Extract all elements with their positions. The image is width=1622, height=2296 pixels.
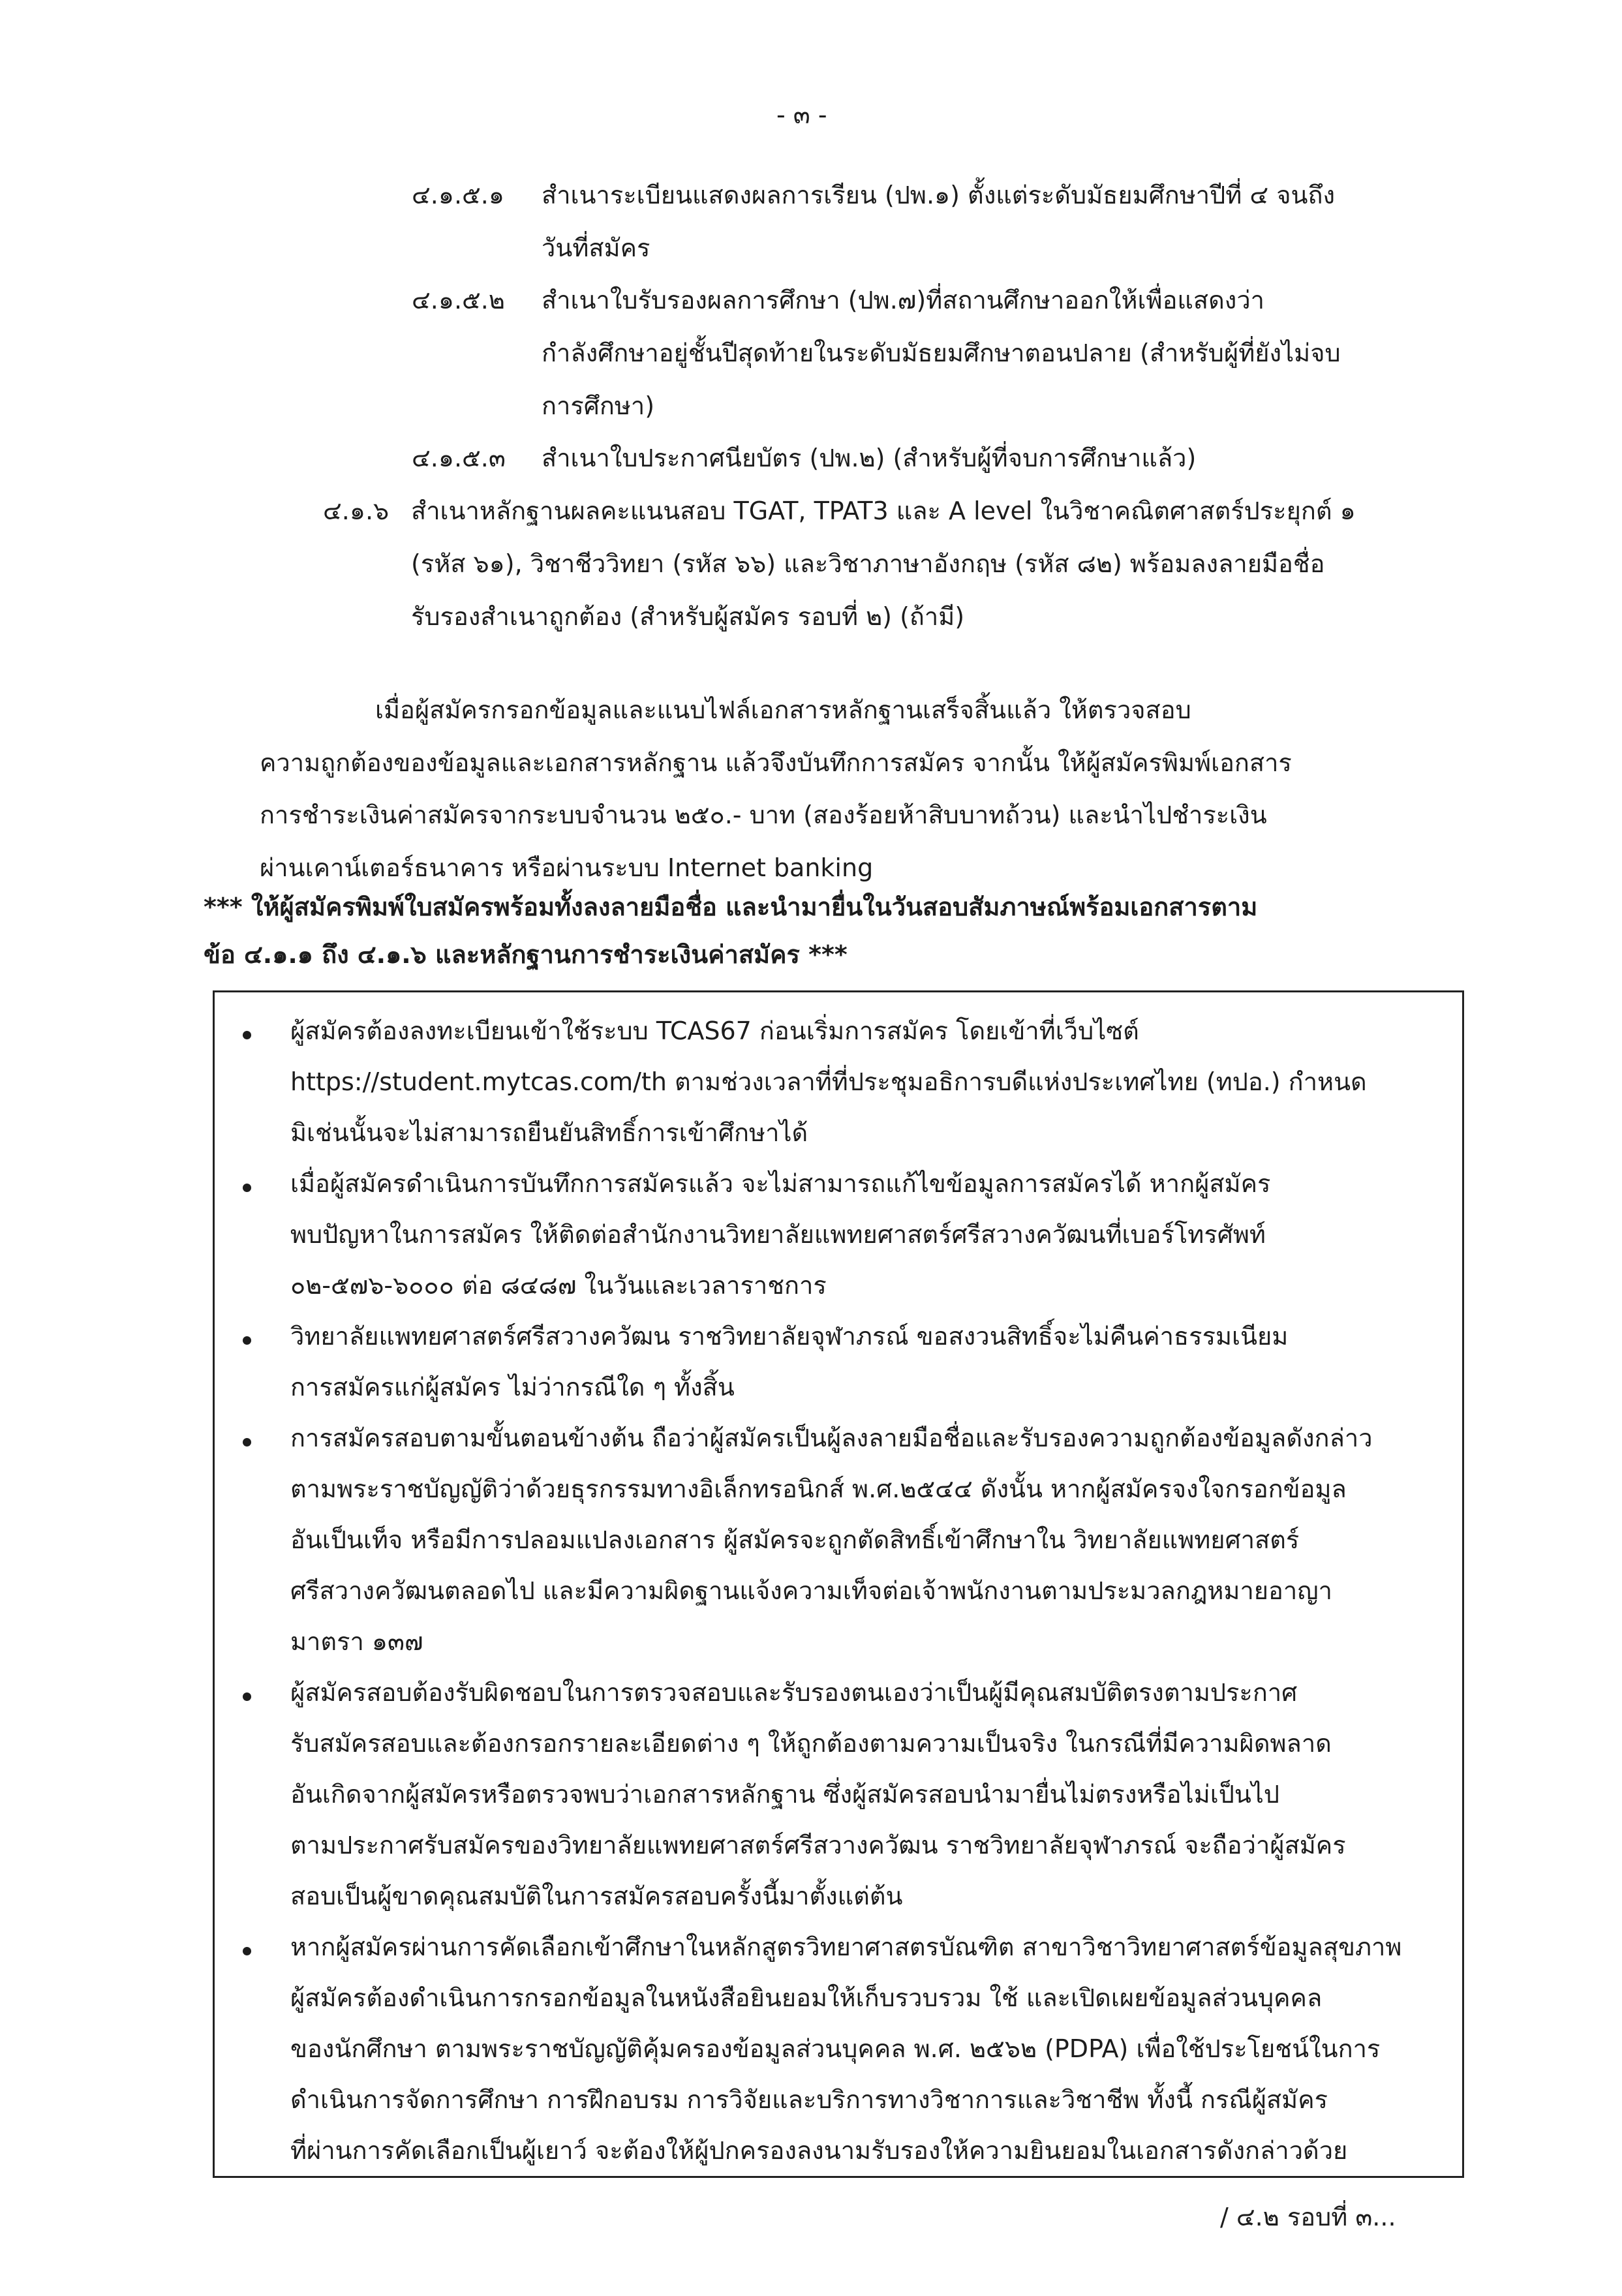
item-number: ๔.๑.๕.๑ (412, 181, 504, 209)
notice-line: ข้อ ๔.๑.๑ ถึง ๔.๑.๖ และหลักฐานการชำระเงินค่าสมัคร *** (204, 940, 848, 969)
item-number: ๔.๑.๕.๓ (412, 444, 506, 472)
note-line: รับสมัครสอบและต้องกรอกรายละเอียดต่าง ๆ ให้ถูกต้องตามความเป็นจริง ในกรณีที่มีความผิดพลาด (290, 1729, 1332, 1758)
paragraph-line: ความถูกต้องของข้อมูลและเอกสารหลักฐาน แล้วจึงบันทึกการสมัคร จากนั้น ให้ผู้สมัครพิมพ์เอกสาร (260, 748, 1292, 777)
note-line: มิเช่นนั้นจะไม่สามารถยืนยันสิทธิ์การเข้าศึกษาได้ (290, 1118, 808, 1147)
item-number: ๔.๑.๖ (323, 497, 390, 525)
item-text-line: กำลังศึกษาอยู่ชั้นปีสุดท้ายในระดับมัธยมศึกษาตอนปลาย (สำหรับผู้ที่ยังไม่จบ (542, 339, 1341, 367)
bullet-icon (243, 1184, 251, 1192)
note-line: ศรีสวางควัฒนตลอดไป และมีความผิดฐานแจ้งความเท็จต่อเจ้าพนักงานตามประมวลกฎหมายอาญา (290, 1576, 1332, 1605)
bullet-icon (243, 1031, 251, 1039)
item-text-line: การศึกษา) (542, 391, 655, 420)
bullet-icon (243, 1336, 251, 1345)
item-text-line: (รหัส ๖๑), วิชาชีววิทยา (รหัส ๖๖) และวิชาภาษาอังกฤษ (รหัส ๘๒) พร้อมลงลายมือชื่อ (411, 549, 1325, 578)
note-line: เมื่อผู้สมัครดำเนินการบันทึกการสมัครแล้ว จะไม่สามารถแก้ไขข้อมูลการสมัครได้ หากผู้สมัคร (290, 1169, 1271, 1198)
bullet-icon (243, 1692, 251, 1701)
note-line: อันเป็นเท็จ หรือมีการปลอมแปลงเอกสาร ผู้สมัครจะถูกตัดสิทธิ์เข้าศึกษาใน วิทยาลัยแพทยศาสตร์ (290, 1525, 1300, 1554)
page-number: - ๓ - (776, 100, 827, 129)
note-line: มาตรา ๑๓๗ (290, 1627, 423, 1656)
paragraph-line: การชำระเงินค่าสมัครจากระบบจำนวน ๒๕๐.- บาท (สองร้อยห้าสิบบาทถ้วน) และนำไปชำระเงิน (260, 801, 1267, 829)
paragraph-line: เมื่อผู้สมัครกรอกข้อมูลและแนบไฟล์เอกสารหลักฐานเสร็จสิ้นแล้ว ให้ตรวจสอบ (375, 696, 1191, 724)
note-line: https://student.mytcas.com/th ตามช่วงเวลาที่ที่ประชุมอธิการบดีแห่งประเทศไทย (ทปอ.) กำหนด (290, 1067, 1367, 1096)
note-line: วิทยาลัยแพทยศาสตร์ศรีสวางควัฒน ราชวิทยาลัยจุฬาภรณ์ ขอสงวนสิทธิ์จะไม่คืนค่าธรรมเนียม (290, 1322, 1289, 1351)
note-line: ผู้สมัครสอบต้องรับผิดชอบในการตรวจสอบและรับรองตนเองว่าเป็นผู้มีคุณสมบัติตรงตามประกาศ (290, 1678, 1298, 1707)
item-text-line: สำเนาใบประกาศนียบัตร (ปพ.๒) (สำหรับผู้ที่จบการศึกษาแล้ว) (542, 444, 1197, 472)
note-line: ผู้สมัครต้องดำเนินการกรอกข้อมูลในหนังสือยินยอมให้เก็บรวบรวม ใช้ และเปิดเผยข้อมูลส่วนบุคคล (290, 1983, 1323, 2012)
item-text-line: รับรองสำเนาถูกต้อง (สำหรับผู้สมัคร รอบที่ ๒) (ถ้ามี) (411, 602, 965, 631)
note-line: ของนักศึกษา ตามพระราชบัญญัติคุ้มครองข้อมูลส่วนบุคคล พ.ศ. ๒๕๖๒ (PDPA) เพื่อใช้ประโยชน์ในการ (290, 2034, 1381, 2063)
note-line: การสมัครสอบตามขั้นตอนข้างต้น ถือว่าผู้สมัครเป็นผู้ลงลายมือชื่อและรับรองความถูกต้องข้อมูลดังกล่าว (290, 1424, 1373, 1452)
bullet-icon (243, 1438, 251, 1446)
note-line: ที่ผ่านการคัดเลือกเป็นผู้เยาว์ จะต้องให้ผู้ปกครองลงนามรับรองให้ความยินยอมในเอกสารดังกล่าวด้วย (290, 2136, 1348, 2165)
paragraph-line: ผ่านเคาน์เตอร์ธนาคาร หรือผ่านระบบ Internet banking (260, 853, 874, 882)
item-text-line: สำเนาใบรับรองผลการศึกษา (ปพ.๗)ที่สถานศึกษาออกให้เพื่อแสดงว่า (542, 286, 1264, 314)
note-line: อันเกิดจากผู้สมัครหรือตรวจพบว่าเอกสารหลักฐาน ซึ่งผู้สมัครสอบนำมายื่นไม่ตรงหรือไม่เป็นไป (290, 1780, 1280, 1809)
note-line: การสมัครแก่ผู้สมัคร ไม่ว่ากรณีใด ๆ ทั้งสิ้น (290, 1373, 735, 1401)
note-line: ตามประกาศรับสมัครของวิทยาลัยแพทยศาสตร์ศรีสวางควัฒน ราชวิทยาลัยจุฬาภรณ์ จะถือว่าผู้สมัคร (290, 1831, 1346, 1860)
item-text-line: วันที่สมัคร (542, 234, 650, 262)
item-text-line: สำเนาระเบียนแสดงผลการเรียน (ปพ.๑) ตั้งแต่ระดับมัธยมศึกษาปีที่ ๔ จนถึง (542, 181, 1336, 209)
note-line: พบปัญหาในการสมัคร ให้ติดต่อสำนักงานวิทยาลัยแพทยศาสตร์ศรีสวางควัฒนที่เบอร์โทรศัพท์ (290, 1220, 1266, 1249)
note-line: ๐๒-๕๗๖-๖๐๐๐ ต่อ ๘๔๘๗ ในวันและเวลาราชการ (290, 1271, 827, 1300)
note-line: ดำเนินการจัดการศึกษา การฝึกอบรม การวิจัยและบริการทางวิชาการและวิชาชีพ ทั้งนี้ กรณีผู้สมัคร (290, 2085, 1328, 2114)
notice-line: *** ให้ผู้สมัครพิมพ์ใบสมัครพร้อมทั้งลงลายมือชื่อ และนำมายื่นในวันสอบสัมภาษณ์พร้อมเอกสารตาม (204, 893, 1258, 921)
note-line: ผู้สมัครต้องลงทะเบียนเข้าใช้ระบบ TCAS67 ก่อนเริ่มการสมัคร โดยเข้าที่เว็บไซต์ (290, 1017, 1139, 1045)
note-line: สอบเป็นผู้ขาดคุณสมบัติในการสมัครสอบครั้งนี้มาตั้งแต่ต้น (290, 1882, 903, 1910)
bullet-icon (243, 1947, 251, 1955)
item-text-line: สำเนาหลักฐานผลคะแนนสอบ TGAT, TPAT3 และ A level ในวิชาคณิตศาสตร์ประยุกต์ ๑ (411, 497, 1356, 525)
note-line: ตามพระราชบัญญัติว่าด้วยธุรกรรมทางอิเล็กทรอนิกส์ พ.ศ.๒๕๔๔ ดังนั้น หากผู้สมัครจงใจกรอกข้อมูล (290, 1475, 1347, 1503)
note-line: หากผู้สมัครผ่านการคัดเลือกเข้าศึกษาในหลักสูตรวิทยาศาสตรบัณฑิต สาขาวิชาวิทยาศาสตร์ข้อมูลสุขภาพ (290, 1933, 1402, 1961)
footer-continuation: / ๔.๒ รอบที่ ๓... (1220, 2203, 1396, 2231)
item-number: ๔.๑.๕.๒ (412, 286, 505, 314)
